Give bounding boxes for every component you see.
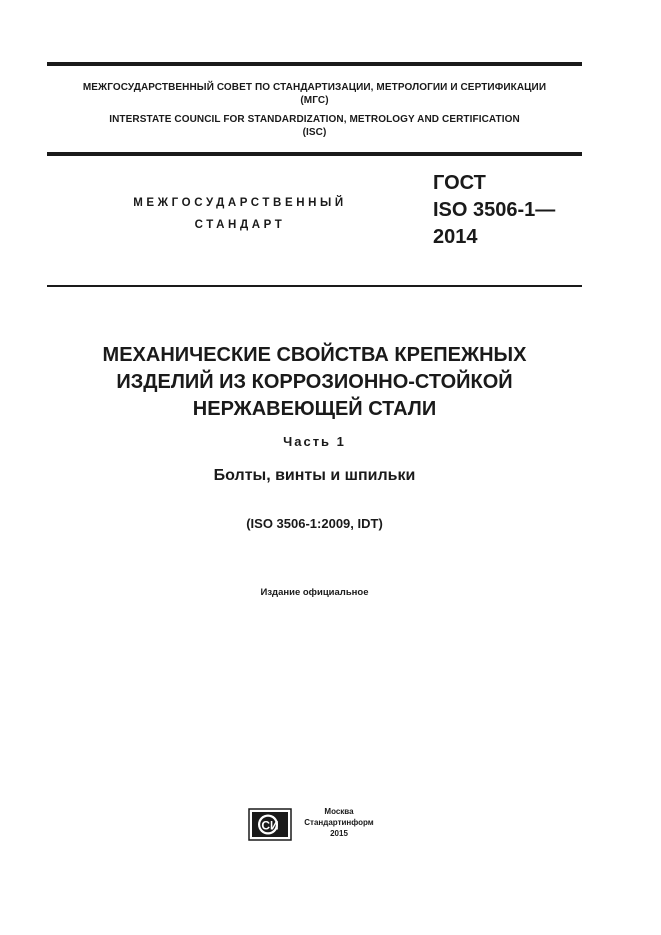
publisher-block xyxy=(299,806,379,839)
title-line2: ИЗДЕЛИЙ ИЗ КОРРОЗИОННО-СТОЙКОЙ xyxy=(116,371,513,393)
standard-code-line2: ISO 3506-1— xyxy=(433,199,556,221)
publisher-name: Стандартинформ xyxy=(304,818,374,827)
top-rule xyxy=(47,62,582,66)
council-en-abbr: (ISC) xyxy=(302,127,327,138)
logo-text: СИ xyxy=(261,818,279,833)
publisher-year: 2015 xyxy=(330,829,348,838)
code-rule xyxy=(47,285,582,287)
standartinform-logo-icon xyxy=(248,808,292,841)
council-ru-name: МЕЖГОСУДАРСТВЕННЫЙ СОВЕТ ПО СТАНДАРТИЗАЦИИ, МЕТРОЛОГИИ И СЕРТИФИКАЦИИ xyxy=(82,82,547,93)
council-ru-abbr: (МГС) xyxy=(300,95,329,106)
edition-note: Издание официальное xyxy=(260,587,369,598)
standard-code-line3: 2014 xyxy=(433,226,478,248)
title-line3: НЕРЖАВЕЮЩЕЙ СТАЛИ xyxy=(192,398,437,420)
council-en-name: INTERSTATE COUNCIL FOR STANDARDIZATION, METROLOGY AND CERTIFICATION xyxy=(109,114,520,125)
document-title xyxy=(47,342,582,423)
standard-kind-line2: СТАНДАРТ xyxy=(194,219,286,231)
council-ru xyxy=(47,81,582,107)
standard-kind xyxy=(105,192,375,236)
standard-code-line1: ГОСТ xyxy=(433,172,486,194)
header-rule xyxy=(47,152,582,156)
standard-code xyxy=(433,170,555,251)
document-subtitle: Болты, винты и шпильки xyxy=(213,467,416,484)
council-en xyxy=(47,113,582,139)
iso-reference: (ISO 3506-1:2009, IDT) xyxy=(246,516,383,531)
part-label: Часть 1 xyxy=(283,434,346,449)
standard-kind-line1: МЕЖГОСУДАРСТВЕННЫЙ xyxy=(133,197,347,209)
publisher-city: Москва xyxy=(324,807,354,816)
title-line1: МЕХАНИЧЕСКИЕ СВОЙСТВА КРЕПЕЖНЫХ xyxy=(102,344,527,366)
